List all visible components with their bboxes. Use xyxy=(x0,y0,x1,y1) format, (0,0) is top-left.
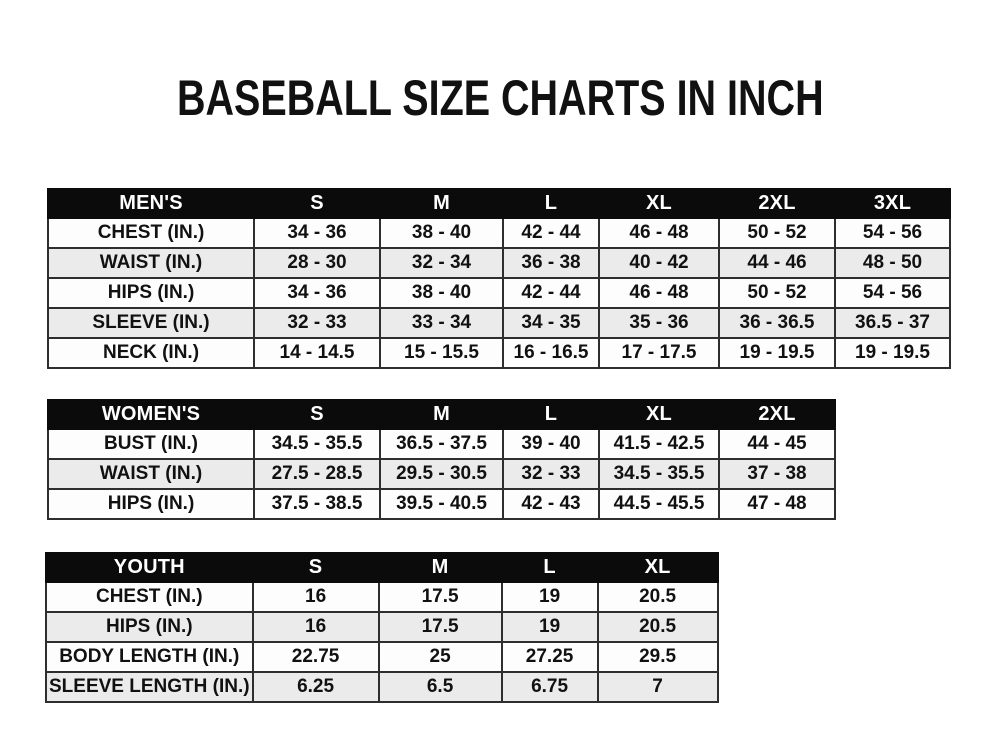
size-value-cell: 35 - 36 xyxy=(599,308,719,338)
size-value-cell: 6.5 xyxy=(379,672,502,702)
size-column-header: XL xyxy=(598,553,718,582)
size-value-cell: 46 - 48 xyxy=(599,218,719,248)
size-table xyxy=(47,399,836,520)
size-value-cell: 17.5 xyxy=(379,612,502,642)
size-value-cell: 39.5 - 40.5 xyxy=(380,489,503,519)
size-value-cell: 42 - 44 xyxy=(503,278,599,308)
measurement-label: HIPS (IN.) xyxy=(48,278,254,308)
size-table xyxy=(45,552,719,703)
size-value-cell: 50 - 52 xyxy=(719,278,835,308)
size-column-header: XL xyxy=(599,189,719,218)
size-column-header: S xyxy=(254,189,380,218)
size-column-header: 2XL xyxy=(719,189,835,218)
size-column-header: M xyxy=(380,189,503,218)
size-value-cell: 42 - 44 xyxy=(503,218,599,248)
size-value-cell: 34 - 36 xyxy=(254,278,380,308)
table-row xyxy=(48,278,950,308)
table-group-label: WOMEN'S xyxy=(48,400,254,429)
size-value-cell: 6.75 xyxy=(502,672,598,702)
size-value-cell: 54 - 56 xyxy=(835,218,950,248)
page-title xyxy=(0,70,1000,126)
table-row xyxy=(46,612,718,642)
table-group-label: YOUTH xyxy=(46,553,253,582)
table-row xyxy=(48,248,950,278)
size-column-header: L xyxy=(503,189,599,218)
size-value-cell: 19 xyxy=(502,582,598,612)
measurement-label: WAIST (IN.) xyxy=(48,248,254,278)
size-value-cell: 29.5 xyxy=(598,642,718,672)
size-value-cell: 44 - 45 xyxy=(719,429,835,459)
size-value-cell: 42 - 43 xyxy=(503,489,599,519)
size-value-cell: 32 - 34 xyxy=(380,248,503,278)
size-column-header: M xyxy=(380,400,503,429)
size-column-header: L xyxy=(503,400,599,429)
size-value-cell: 32 - 33 xyxy=(254,308,380,338)
table-row xyxy=(48,338,950,368)
table-row xyxy=(46,642,718,672)
size-value-cell: 34 - 35 xyxy=(503,308,599,338)
measurement-label: HIPS (IN.) xyxy=(48,489,254,519)
size-value-cell: 33 - 34 xyxy=(380,308,503,338)
measurement-label: CHEST (IN.) xyxy=(48,218,254,248)
size-column-header: XL xyxy=(599,400,719,429)
page-title-text: BASEBALL SIZE CHARTS IN INCH xyxy=(176,70,824,126)
mens-size-table xyxy=(47,188,951,369)
measurement-label: SLEEVE (IN.) xyxy=(48,308,254,338)
size-value-cell: 47 - 48 xyxy=(719,489,835,519)
size-value-cell: 37 - 38 xyxy=(719,459,835,489)
size-value-cell: 29.5 - 30.5 xyxy=(380,459,503,489)
size-column-header: S xyxy=(253,553,379,582)
size-value-cell: 50 - 52 xyxy=(719,218,835,248)
table-row xyxy=(48,308,950,338)
table-row xyxy=(48,489,835,519)
size-value-cell: 44 - 46 xyxy=(719,248,835,278)
size-column-header: S xyxy=(254,400,380,429)
size-value-cell: 6.25 xyxy=(253,672,379,702)
size-value-cell: 41.5 - 42.5 xyxy=(599,429,719,459)
size-value-cell: 34.5 - 35.5 xyxy=(254,429,380,459)
size-value-cell: 54 - 56 xyxy=(835,278,950,308)
size-value-cell: 22.75 xyxy=(253,642,379,672)
measurement-label: WAIST (IN.) xyxy=(48,459,254,489)
size-value-cell: 14 - 14.5 xyxy=(254,338,380,368)
womens-size-table xyxy=(47,399,836,520)
size-value-cell: 7 xyxy=(598,672,718,702)
size-value-cell: 16 - 16.5 xyxy=(503,338,599,368)
size-value-cell: 40 - 42 xyxy=(599,248,719,278)
size-value-cell: 27.5 - 28.5 xyxy=(254,459,380,489)
table-row xyxy=(48,218,950,248)
measurement-label: HIPS (IN.) xyxy=(46,612,253,642)
measurement-label: NECK (IN.) xyxy=(48,338,254,368)
size-value-cell: 34 - 36 xyxy=(254,218,380,248)
size-column-header: 3XL xyxy=(835,189,950,218)
size-value-cell: 19 - 19.5 xyxy=(835,338,950,368)
measurement-label: BUST (IN.) xyxy=(48,429,254,459)
size-column-header: 2XL xyxy=(719,400,835,429)
size-value-cell: 38 - 40 xyxy=(380,218,503,248)
size-value-cell: 36.5 - 37 xyxy=(835,308,950,338)
table-row xyxy=(48,459,835,489)
size-value-cell: 39 - 40 xyxy=(503,429,599,459)
table-row xyxy=(48,429,835,459)
table-row xyxy=(46,672,718,702)
size-value-cell: 36 - 36.5 xyxy=(719,308,835,338)
size-column-header: M xyxy=(379,553,502,582)
measurement-label: CHEST (IN.) xyxy=(46,582,253,612)
size-value-cell: 37.5 - 38.5 xyxy=(254,489,380,519)
size-value-cell: 16 xyxy=(253,612,379,642)
measurement-label: BODY LENGTH (IN.) xyxy=(46,642,253,672)
size-value-cell: 32 - 33 xyxy=(503,459,599,489)
size-value-cell: 38 - 40 xyxy=(380,278,503,308)
size-column-header: L xyxy=(502,553,598,582)
header-row xyxy=(48,400,835,429)
size-value-cell: 17 - 17.5 xyxy=(599,338,719,368)
size-value-cell: 27.25 xyxy=(502,642,598,672)
size-value-cell: 16 xyxy=(253,582,379,612)
youth-size-table xyxy=(45,552,719,703)
size-value-cell: 34.5 - 35.5 xyxy=(599,459,719,489)
table-row xyxy=(46,582,718,612)
size-value-cell: 17.5 xyxy=(379,582,502,612)
size-value-cell: 25 xyxy=(379,642,502,672)
size-value-cell: 19 xyxy=(502,612,598,642)
size-value-cell: 44.5 - 45.5 xyxy=(599,489,719,519)
size-value-cell: 36 - 38 xyxy=(503,248,599,278)
size-table xyxy=(47,188,951,369)
table-group-label: MEN'S xyxy=(48,189,254,218)
size-value-cell: 15 - 15.5 xyxy=(380,338,503,368)
size-value-cell: 48 - 50 xyxy=(835,248,950,278)
size-value-cell: 46 - 48 xyxy=(599,278,719,308)
header-row xyxy=(48,189,950,218)
measurement-label: SLEEVE LENGTH (IN.) xyxy=(46,672,253,702)
size-value-cell: 19 - 19.5 xyxy=(719,338,835,368)
size-value-cell: 28 - 30 xyxy=(254,248,380,278)
size-value-cell: 36.5 - 37.5 xyxy=(380,429,503,459)
header-row xyxy=(46,553,718,582)
size-value-cell: 20.5 xyxy=(598,612,718,642)
size-value-cell: 20.5 xyxy=(598,582,718,612)
